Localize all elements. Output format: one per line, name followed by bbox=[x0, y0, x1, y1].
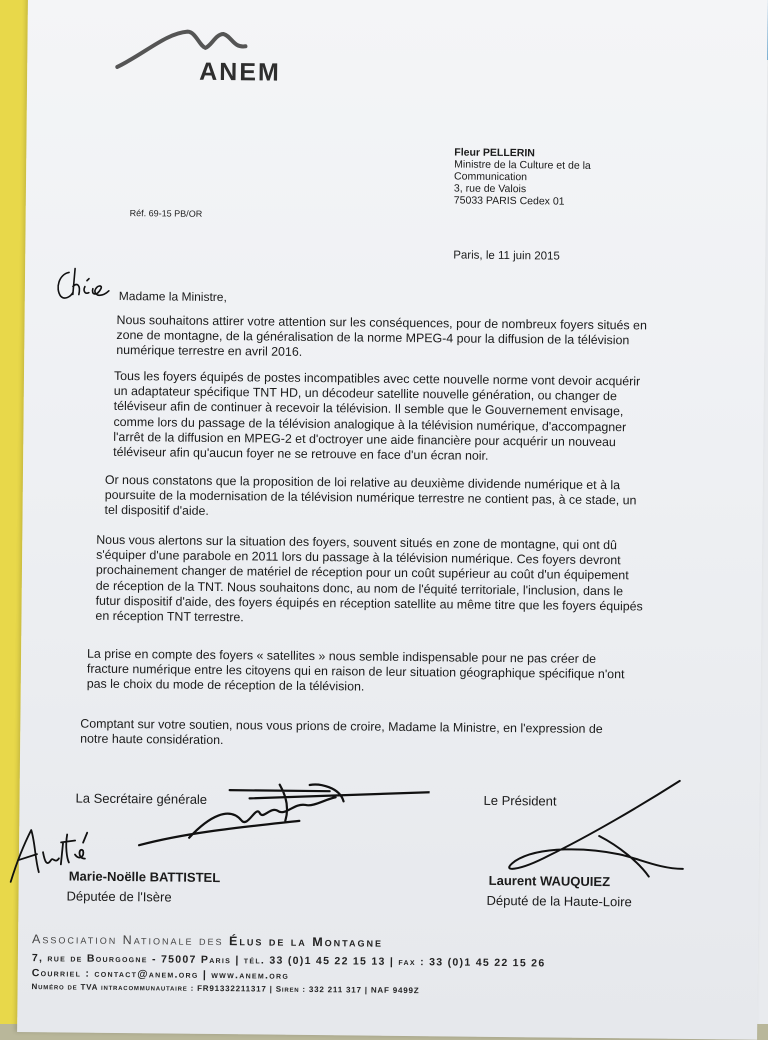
signatory-role: Députée de l'Isère bbox=[66, 888, 172, 905]
signatory-name: Marie-Noëlle BATTISTEL bbox=[68, 868, 221, 886]
paragraph-line: poursuite de la modernisation de la télévision numérique terrestre ne contient pas, à ce stade, un bbox=[104, 488, 637, 508]
signatory-name: Laurent WAUQUIEZ bbox=[488, 872, 611, 890]
paragraph-line: Or nous constatons que la proposition de loi relative au deuxième dividende numérique et à la bbox=[104, 472, 621, 493]
signatory-label: Le Président bbox=[483, 792, 557, 809]
recipient-address bbox=[454, 146, 591, 207]
signatory-role: Député de la Haute-Loire bbox=[486, 892, 632, 910]
paragraph-line: comme lors du passage de la télévision analogique à la télévision numérique, d'accompagner bbox=[113, 414, 627, 434]
footer-email-line: Courriel : contact@anem.org | www.anem.org bbox=[31, 967, 290, 982]
signature-battistel-icon bbox=[129, 775, 430, 858]
paragraph-line: Nous vous alertons sur la situation des foyers, souvent situés en zone de montagne, qui ont dû bbox=[96, 532, 618, 553]
paragraph-line: un adaptateur spécifique TNT HD, un décodeur satellite nouvelle génération, ou changer de bbox=[113, 384, 617, 404]
paragraph-line: notre haute considération. bbox=[80, 731, 224, 748]
body-paragraph-2 bbox=[113, 369, 730, 467]
salutation: Madame la Ministre, bbox=[118, 288, 227, 305]
footer bbox=[32, 932, 733, 998]
paragraph-line: La prise en compte des foyers « satellites » nous semble indispensable pour ne pas créer de bbox=[87, 646, 597, 666]
paragraph-line: futur dispositif d'aide, des foyers équipés en réception satellite au même titre que les foyers équipés bbox=[95, 593, 643, 614]
paragraph-line: Nous souhaitons attirer votre attention sur les conséquences, pour de nombreux foyers situés en bbox=[116, 312, 647, 333]
footer-org-line bbox=[32, 932, 732, 953]
recipient-line: Communication bbox=[454, 170, 528, 184]
body-paragraph-6 bbox=[80, 717, 736, 754]
letter-date: Paris, le 11 juin 2015 bbox=[453, 249, 560, 263]
paragraph-line: pas le choix du mode de réception de la télévision. bbox=[86, 677, 365, 694]
handwritten-note-top bbox=[53, 264, 119, 310]
paragraph-line: tel dispositif d'aide. bbox=[104, 503, 209, 519]
handwritten-chere-icon bbox=[53, 264, 119, 305]
body-paragraph-3 bbox=[104, 473, 726, 525]
reference: Réf. 69-15 PB/OR bbox=[129, 208, 203, 219]
paragraph-line: Tous les foyers équipés de postes incompatibles avec cette nouvelle norme vont devoir acquérir bbox=[113, 368, 641, 389]
body-paragraph-1 bbox=[116, 313, 728, 365]
paragraph-line: numérique terrestre en avril 2016. bbox=[116, 343, 303, 360]
recipient-name: Fleur PELLERIN bbox=[454, 146, 535, 160]
body-paragraph-4 bbox=[95, 533, 732, 631]
recipient-line: 3, rue de Valois bbox=[453, 182, 527, 196]
paragraph-line: fracture numérique entre les citoyens qui en raison de leur situation géographique spécifique n'ont bbox=[86, 661, 625, 682]
paragraph-line: Comptant sur votre soutien, nous vous prions de croire, Madame la Ministre, en l'expression de bbox=[80, 716, 603, 737]
paragraph-line: de réception de la TNT. Nous souhaitons donc, au nom de l'équité territoriale, l'inclusion, dans le bbox=[95, 578, 624, 598]
footer-legal-line: Numéro de TVA intracommunautaire : FR91332211317 | Siren : 332 211 317 | NAF 9499Z bbox=[31, 982, 420, 996]
paragraph-line: téléviseur afin de continuer à recevoir la télévision. Il semble que le Gouvernement envisage, bbox=[113, 399, 624, 419]
recipient-line: Ministre de la Culture et de la bbox=[454, 158, 591, 172]
body-paragraph-5 bbox=[87, 647, 735, 699]
paragraph-line: l'arrêt de la diffusion en MPEG-2 et d'octroyer une aide financière pour acquérir un nouveau bbox=[113, 429, 616, 449]
paragraph-line: s'équiper d'une parabole en 2011 lors du passage à la télévision numérique. Ces foyers devront bbox=[96, 547, 621, 568]
recipient-line: 75033 PARIS Cedex 01 bbox=[453, 194, 565, 208]
paragraph-line: téléviseur afin qu'aucun foyer ne se retrouve en face d'un écran noir. bbox=[113, 444, 489, 463]
signature-wauquiez-icon bbox=[479, 775, 710, 890]
footer-org-name: Élus de la Montagne bbox=[228, 934, 384, 950]
footer-contact-line: 7, rue de Bourgogne - 75007 Paris | tél. 33 (0)1 45 22 15 13 | fax : 33 (0)1 45 22 15 26 bbox=[31, 952, 546, 970]
paragraph-line: prochainement changer de matériel de réception pour un coût supérieur au coût d'un équipement bbox=[95, 563, 629, 583]
paragraph-line: zone de montagne, de la généralisation de la norme MPEG-4 pour la diffusion de la télévision bbox=[116, 328, 630, 348]
logo-text: ANEM bbox=[199, 57, 281, 87]
footer-org-prefix: Association Nationale des bbox=[32, 932, 230, 949]
signatory-label: La Secrétaire générale bbox=[75, 790, 208, 807]
letter-page bbox=[17, 0, 768, 1040]
paragraph-line: en réception TNT terrestre. bbox=[95, 608, 244, 625]
